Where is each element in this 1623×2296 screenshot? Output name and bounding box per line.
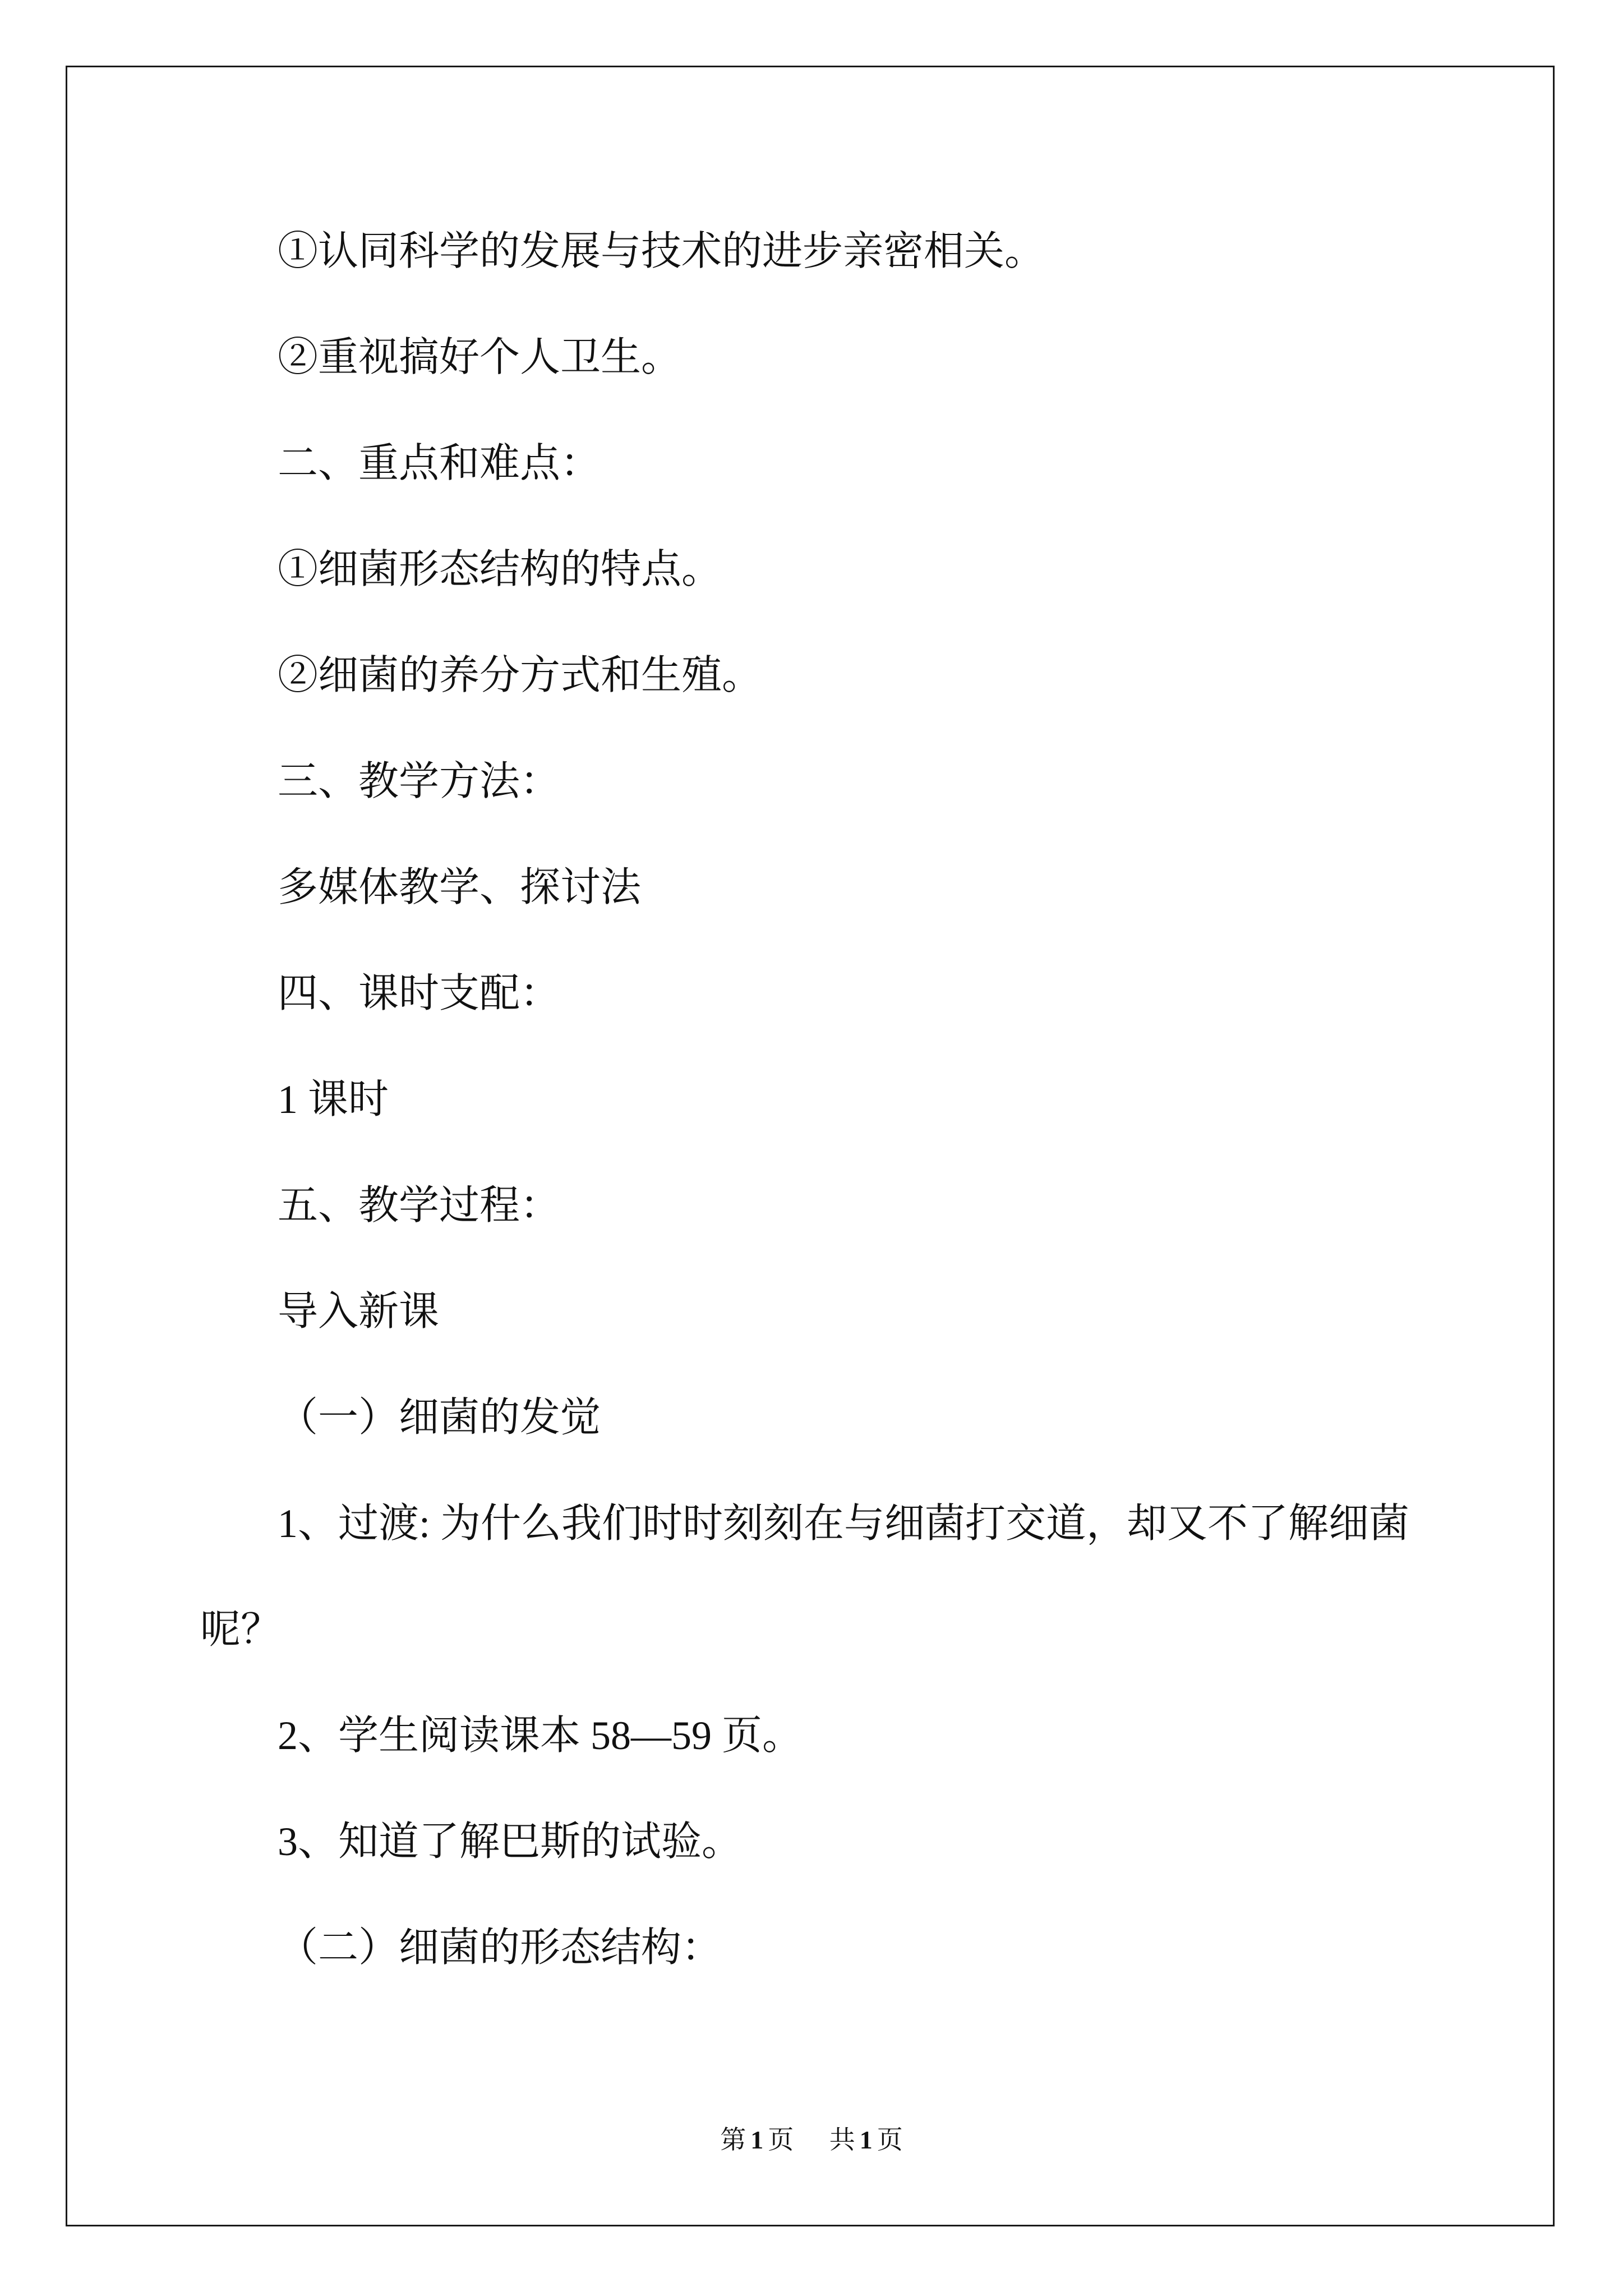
lesson-intro-heading: 导入新课 bbox=[278, 1289, 440, 1334]
total-pages-number: 1 bbox=[859, 2125, 873, 2154]
part-2-heading: （二）细菌的形态结构： bbox=[278, 1925, 722, 1970]
class-hours-heading: 四、课时支配： bbox=[278, 971, 561, 1016]
teaching-process-heading: 五、教学过程： bbox=[278, 1183, 561, 1228]
page-footer bbox=[0, 2123, 1623, 2157]
footer-page-suffix: 页 bbox=[768, 2125, 794, 2154]
step-1-line-2: 呢？ bbox=[200, 1607, 282, 1652]
document-body bbox=[200, 199, 1535, 2001]
step-3-paragraph: 3、知道了解巴斯的试验。 bbox=[278, 1819, 743, 1864]
footer-page-group bbox=[720, 2125, 800, 2154]
footer-page-prefix: 第 bbox=[720, 2125, 746, 2154]
teaching-methods-text: 多媒体教学、探讨法 bbox=[278, 865, 642, 910]
part-1-heading: （一）细菌的发觉 bbox=[278, 1395, 601, 1440]
objective-1-text: ①认同科学的发展与技术的进步亲密相关。 bbox=[278, 229, 1045, 274]
step-1-paragraph bbox=[200, 1471, 1535, 1683]
step-1-line-1: 1、过渡: 为什么我们时时刻刻在与细菌打交道，却又不了解细菌 bbox=[278, 1501, 1410, 1546]
teaching-methods-heading: 三、教学方法： bbox=[278, 759, 561, 804]
class-hours-text: 1 课时 bbox=[278, 1077, 389, 1122]
objective-2-text: ②重视搞好个人卫生。 bbox=[278, 335, 682, 380]
footer-total-group bbox=[829, 2125, 903, 2154]
key-point-2-text: ②细菌的养分方式和生殖。 bbox=[278, 653, 763, 698]
step-2-paragraph: 2、学生阅读课本 58—59 页。 bbox=[278, 1713, 803, 1758]
key-points-heading: 二、重点和难点： bbox=[278, 441, 601, 486]
footer-total-suffix: 页 bbox=[877, 2125, 903, 2154]
footer-total-prefix: 共 bbox=[829, 2125, 855, 2154]
key-point-1-text: ①细菌形态结构的特点。 bbox=[278, 547, 722, 592]
current-page-number: 1 bbox=[750, 2125, 764, 2154]
